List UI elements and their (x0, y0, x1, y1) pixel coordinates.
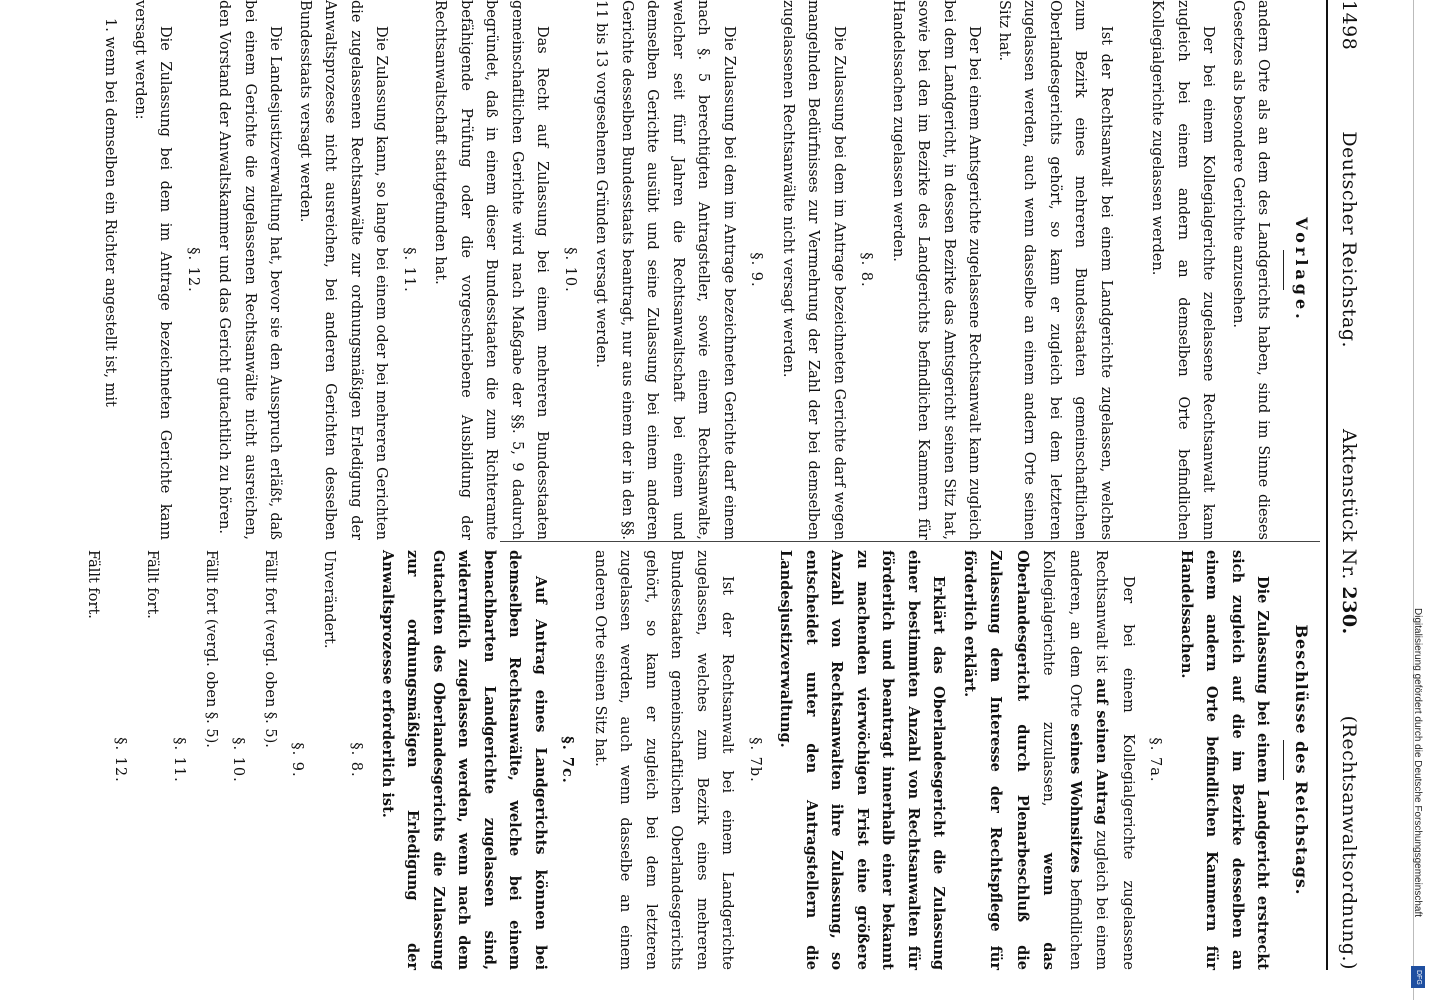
right-section-7a-text-2: Erklärt das Oberlandesgericht die Zulassung einer bestimmten Anzahl von Rechtsanwalten für förderlich und beantragt innerhalb einer bekannt zu machenden vierwöchigen Frist eine größere Anzahl von Rechtsanwalten ihre Zulassung, so entscheidet unter den Antragstellern die Landesjustizverwaltung. (777, 550, 948, 970)
digitization-credit: Digitalisierung gefördert durch die Deutsche Forschungsgemeinschaft (1412, 608, 1423, 918)
header-rule (1326, 0, 1328, 970)
left-section-9-title: §. 9. (748, 252, 765, 288)
column-separator (500, 541, 1320, 542)
left-section-10-text: Das Recht auf Zulassung bei einem mehreren Bundesstaaten gemeinschaftlichen Gerichte wird nach Maßgabe der §§. 5, 9 dadurch begründet, daß in einem dieser Bundesstaaten die zum Richteramte befähigende Prüfung oder die vorgeschriebene Ausbildung der Rechtsanwaltschaft stattgefunden hat. (432, 0, 551, 540)
heading-rule (1284, 250, 1285, 290)
left-section-10-title: §. 10. (562, 247, 578, 293)
left-section-8-text: Die Zulassung bei dem im Antrage bezeichneten Gerichte darf wegen mangelnden Bedürfnisses zur Vermehrung der Zahl der bei demselben zugelassenen Rechtsanwälte nicht versagt werden. (780, 0, 847, 540)
left-column-heading: Vorlage. (1292, 217, 1311, 323)
left-section-8-title: §. 8. (858, 252, 875, 288)
left-paragraph-7: Ist der Rechtsanwalt bei einem Landgerichte zugelassen, welches zum Bezirk eines mehreren Bundesstaaten gemeinschaftlichen Oberlandesgerichts gehört, so kann er zugleich bei dem letzteren zugelassen werden, auch wenn dasselbe an einem andern Orte seinen Sitz hat. (996, 0, 1114, 540)
right-section-7a-title: §. 7a. (1147, 737, 1164, 783)
document-number (1338, 429, 1360, 635)
right-column-beschluesse (80, 550, 1321, 970)
left-section-11-title: §. 11. (401, 247, 417, 293)
dfg-logo: DFG (1411, 966, 1425, 988)
right-section-9-title: §. 9. (289, 742, 306, 778)
left-section-12-item-1: 1. wenn bei demselben ein Richter angestellt ist, mit (102, 18, 119, 407)
right-section-11-title: §. 11. (171, 737, 188, 783)
text-run: Der bei einem Kollegialgerichte zugelassene Rechtsanwalt ist (1093, 550, 1136, 970)
left-column-vorlage (97, 0, 1320, 540)
text-run-bold: seines Wohnsitzes (1067, 723, 1084, 873)
right-section-8-title: §. 8. (348, 742, 365, 778)
publication-title: Deutscher Reichstag. (1338, 131, 1360, 349)
left-section-11-text: Die Zulassung kann, so lange bei einem oder bei mehreren Gerichten die zugelassenen Rechtsanwälte zur ordnungsmäßigen Erledigung der Anwaltsprozesse nicht ausreichen, bei anderen Gerichten desselben Bundesstaats versagt werden. (297, 0, 390, 540)
right-section-10-text: Fällt fort (vergl. oben §. 5). (203, 550, 219, 748)
right-section-12-title: §. 12. (112, 737, 129, 783)
right-section-10-title: §. 10. (230, 737, 247, 783)
left-intro-paragraph: Der bei einem Kollegialgerichte zugelassene Rechtsanwalt kann zugleich bei einem andern an demselben Orte befindlichen Kollegialgerichte zugelassen werden. (1149, 0, 1217, 540)
right-section-7a-text (956, 550, 1141, 970)
left-section-11-text-2: Die Landesjustizverwaltung hat, bevor sie den Ausspruch erläßt, daß bei einem Gerichte die zugelassenen Rechtsanwälte nicht ausreichen, den Vorstand der Anwaltskammer und das Gericht gutachtlich zu hören. (216, 0, 284, 540)
page-header (1338, 0, 1360, 970)
text-run: zugleich bei einem anderen, an dem Orte (1067, 550, 1110, 971)
right-column-heading: Beschlüsse des Reichstags. (1292, 624, 1311, 896)
document-label: Aktenstück Nr. (1338, 429, 1360, 580)
spacer (1118, 0, 1140, 540)
right-section-7c-title: §. 7c. (559, 736, 577, 784)
right-section-12-text: Fällt fort. (85, 550, 101, 619)
right-section-11-text: Fällt fort. (144, 550, 160, 619)
right-section-8-text: Unverändert. (321, 550, 337, 649)
text-run: befindlichen Kollegialgerichte zuzulassen, (1040, 550, 1083, 970)
right-section-9-text: Fällt fort (vergl. oben §. 5). (262, 550, 278, 748)
left-section-9-text: Die Zulassung bei dem im Antrage bezeichneten Gerichte darf einem nach §. 5 berechtigten Antragsteller, sowie einem Rechtsanwalte, welcher seit fünf Jahren die Rechtsanwaltschaft bei einem und demselben Gerichte ausübt und seine Zulassung bei einem anderen Gerichte desselben Bundesstaats beantragt, nur aus einem der in den §§. 11 bis 13 vorgesehenen Gründen versagt werden. (593, 0, 737, 540)
text-run-bold: auf seinen Antrag (1093, 678, 1111, 825)
heading-rule (1284, 740, 1285, 780)
page-number: 1498 (1338, 0, 1360, 51)
left-intro-paragraph: andern Orte als an dem des Landgerichts haben, sind im Sinne dieses Gesetzes als besondere Gerichte anzusehen. (1230, 0, 1272, 540)
text-run-bold: wenn das Oberlandesgericht durch Plenarbeschluß die Zulassung dem Interesse der Rechtspflege für förderlich erklärt. (961, 550, 1058, 971)
right-intro-paragraph: Die Zulassung bei einem Landgericht erstreckt sich zugleich auf die im Bezirke desselben an einem andern Orte befindlichen Kammern für Handelssachen. (1178, 550, 1272, 970)
left-section-12-title: §. 12. (185, 247, 201, 293)
right-section-7c-text: Auf Antrag eines Landgerichts können bei demselben Rechtsanwälte, welche bei einem benachbarten Landgerichte zugelassen sind, widerruflich zugelassen werden, wenn nach dem Gutachten des Oberlandesgerichts die Zulassung zur ordnungsmäßigen Erledigung der Anwaltsprozesse erforderlich ist. (379, 550, 549, 970)
left-section-12-text: Die Zulassung bei dem im Antrage bezeichneten Gerichte kann versagt werden: (132, 0, 174, 540)
document-number-value: 230. (1338, 586, 1360, 635)
right-section-7b-text: Ist der Rechtsanwalt bei einem Landgerichte zugelassen, welches zum Bezirk eines mehreren Bundesstaaten gemeinschaftlichen Oberlandesgerichts gehört, so kann er zugleich bei dem letzteren zugelassen werden, auch wenn dasselbe an einem anderen Orte seinen Sitz hat. (592, 550, 736, 970)
left-paragraph-7b: Der bei einem Amtsgerichte zugelassene Rechtsanwalt kann zugleich bei dem Landgericht, in dessen Bezirke das Amtsgericht seinen Sitz hat, sowie bei den im Bezirke des Landgerichts befindlichen Kammern für Handelssachen zugelassen werden. (890, 0, 983, 540)
right-section-7b-title: §. 7b. (747, 737, 763, 783)
document-topic: (Rechtsanwaltsordnung.) (1338, 715, 1360, 970)
